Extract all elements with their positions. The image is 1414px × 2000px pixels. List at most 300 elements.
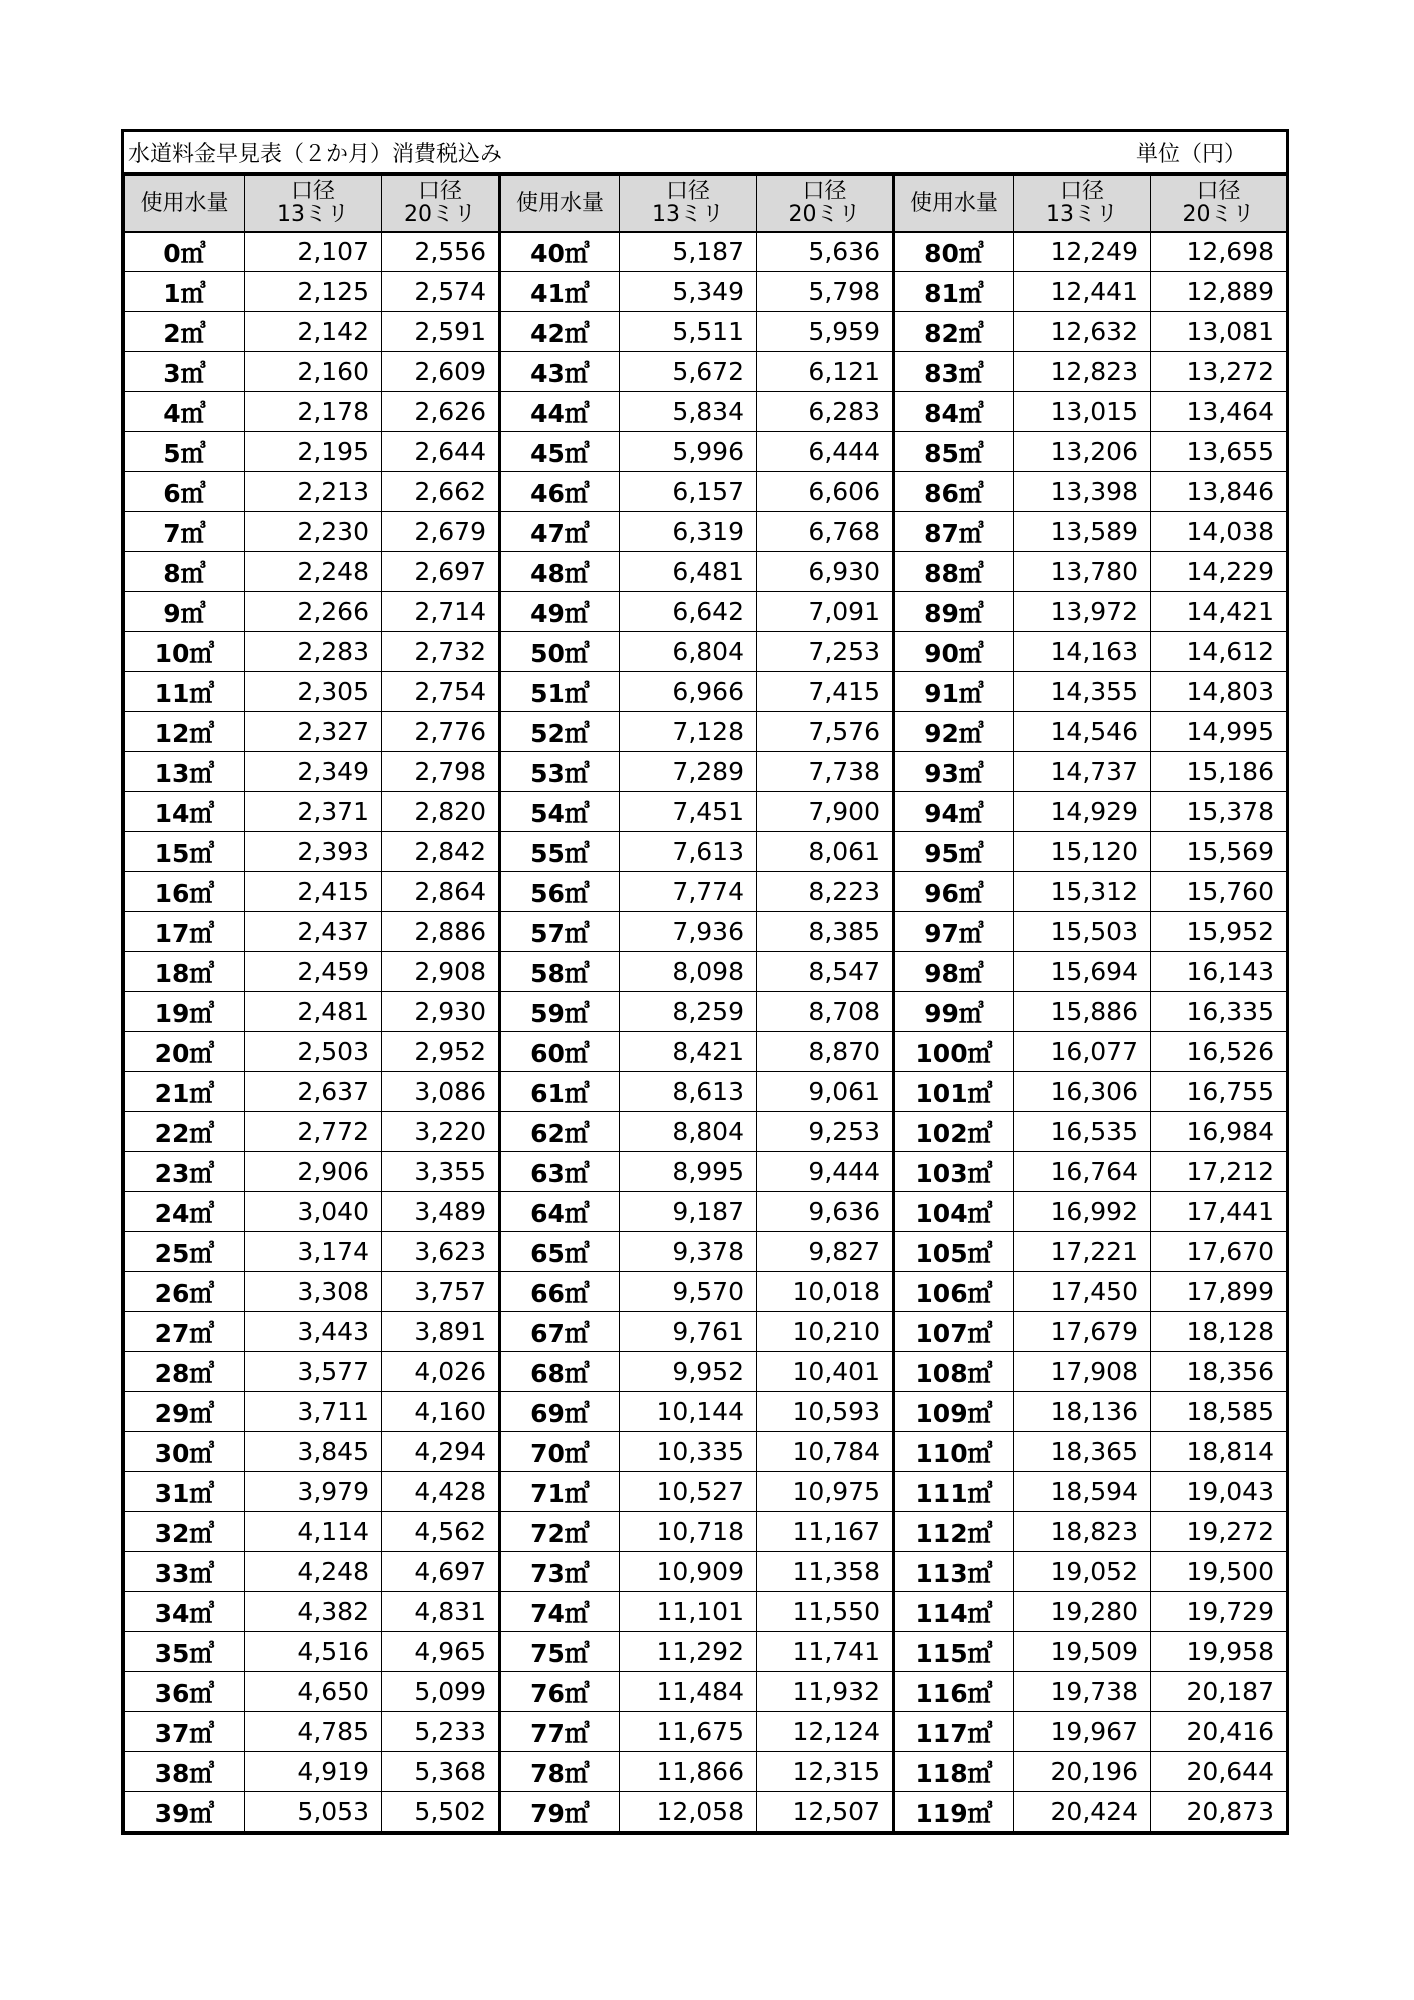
rate-13mm-cell: 2,437: [245, 912, 382, 952]
rate-20mm-cell: 4,428: [382, 1472, 500, 1512]
header-diameter-20: [1151, 176, 1287, 232]
rate-13mm-cell: 8,259: [620, 992, 757, 1032]
usage-cell: 114㎥: [894, 1592, 1014, 1632]
rate-13mm-cell: 2,371: [245, 792, 382, 832]
rate-20mm-cell: 6,283: [757, 392, 894, 432]
rate-13mm-cell: 4,114: [245, 1512, 382, 1552]
rate-20mm-cell: 9,253: [757, 1112, 894, 1152]
usage-cell: 88㎥: [894, 552, 1014, 592]
rate-20mm-cell: 19,958: [1151, 1632, 1287, 1672]
rate-13mm-cell: 12,823: [1014, 352, 1151, 392]
rate-20mm-cell: 2,820: [382, 792, 500, 832]
rate-20mm-cell: 18,585: [1151, 1392, 1287, 1432]
table-row: [125, 1792, 1287, 1832]
rate-13mm-cell: 11,866: [620, 1752, 757, 1792]
rate-13mm-cell: 2,160: [245, 352, 382, 392]
header-usage: 使用水量: [500, 176, 620, 232]
rate-13mm-cell: 13,972: [1014, 592, 1151, 632]
table-row: [125, 1072, 1287, 1112]
rate-20mm-cell: 2,609: [382, 352, 500, 392]
rate-20mm-cell: 10,593: [757, 1392, 894, 1432]
usage-cell: 86㎥: [894, 472, 1014, 512]
usage-cell: 13㎥: [125, 752, 245, 792]
table-row: [125, 392, 1287, 432]
usage-cell: 23㎥: [125, 1152, 245, 1192]
usage-cell: 12㎥: [125, 712, 245, 752]
rate-13mm-cell: 3,577: [245, 1352, 382, 1392]
rate-13mm-cell: 3,711: [245, 1392, 382, 1432]
usage-cell: 11㎥: [125, 672, 245, 712]
table-row: [125, 432, 1287, 472]
rate-13mm-cell: 18,365: [1014, 1432, 1151, 1472]
rate-20mm-cell: 2,591: [382, 312, 500, 352]
header-diameter-size: 13ミリ: [1046, 202, 1118, 228]
rate-13mm-cell: 2,305: [245, 672, 382, 712]
usage-cell: 96㎥: [894, 872, 1014, 912]
usage-cell: 75㎥: [500, 1632, 620, 1672]
rate-13mm-cell: 3,979: [245, 1472, 382, 1512]
table-row: [125, 1592, 1287, 1632]
rate-13mm-cell: 19,967: [1014, 1712, 1151, 1752]
rate-13mm-cell: 2,283: [245, 632, 382, 672]
rate-13mm-cell: 2,393: [245, 832, 382, 872]
rate-13mm-cell: 2,327: [245, 712, 382, 752]
rate-13mm-cell: 9,187: [620, 1192, 757, 1232]
rate-20mm-cell: 15,186: [1151, 752, 1287, 792]
rate-13mm-cell: 4,919: [245, 1752, 382, 1792]
rate-13mm-cell: 2,178: [245, 392, 382, 432]
rate-20mm-cell: 15,569: [1151, 832, 1287, 872]
rate-20mm-cell: 5,233: [382, 1712, 500, 1752]
rate-13mm-cell: 7,936: [620, 912, 757, 952]
table-row: [125, 1712, 1287, 1752]
usage-cell: 32㎥: [125, 1512, 245, 1552]
table-row: [125, 672, 1287, 712]
rate-20mm-cell: 16,143: [1151, 952, 1287, 992]
rate-13mm-cell: 15,503: [1014, 912, 1151, 952]
rate-20mm-cell: 6,606: [757, 472, 894, 512]
rate-20mm-cell: 8,547: [757, 952, 894, 992]
rate-13mm-cell: 13,398: [1014, 472, 1151, 512]
usage-cell: 52㎥: [500, 712, 620, 752]
usage-cell: 21㎥: [125, 1072, 245, 1112]
rate-20mm-cell: 4,294: [382, 1432, 500, 1472]
usage-cell: 87㎥: [894, 512, 1014, 552]
rate-20mm-cell: 10,210: [757, 1312, 894, 1352]
rate-13mm-cell: 5,834: [620, 392, 757, 432]
rate-20mm-cell: 2,798: [382, 752, 500, 792]
rate-13mm-cell: 6,319: [620, 512, 757, 552]
rate-13mm-cell: 2,637: [245, 1072, 382, 1112]
usage-cell: 59㎥: [500, 992, 620, 1032]
table-row: [125, 272, 1287, 312]
rate-13mm-cell: 8,421: [620, 1032, 757, 1072]
table-row: [125, 1472, 1287, 1512]
rate-20mm-cell: 7,900: [757, 792, 894, 832]
usage-cell: 94㎥: [894, 792, 1014, 832]
rate-20mm-cell: 10,975: [757, 1472, 894, 1512]
usage-cell: 104㎥: [894, 1192, 1014, 1232]
table-row: [125, 1552, 1287, 1592]
table-row: [125, 552, 1287, 592]
header-diameter-13: [1014, 176, 1151, 232]
rate-20mm-cell: 14,421: [1151, 592, 1287, 632]
usage-cell: 28㎥: [125, 1352, 245, 1392]
rate-20mm-cell: 16,526: [1151, 1032, 1287, 1072]
table-row: [125, 1672, 1287, 1712]
usage-cell: 116㎥: [894, 1672, 1014, 1712]
rate-13mm-cell: 20,196: [1014, 1752, 1151, 1792]
usage-cell: 33㎥: [125, 1552, 245, 1592]
header-diameter-size: 13ミリ: [277, 202, 349, 228]
table-row: [125, 352, 1287, 392]
rate-20mm-cell: 19,729: [1151, 1592, 1287, 1632]
rate-13mm-cell: 10,909: [620, 1552, 757, 1592]
usage-cell: 110㎥: [894, 1432, 1014, 1472]
usage-cell: 74㎥: [500, 1592, 620, 1632]
rate-20mm-cell: 7,253: [757, 632, 894, 672]
rate-13mm-cell: 12,249: [1014, 232, 1151, 272]
usage-cell: 37㎥: [125, 1712, 245, 1752]
usage-cell: 35㎥: [125, 1632, 245, 1672]
header-diameter-label: 口径: [1196, 179, 1241, 205]
usage-cell: 53㎥: [500, 752, 620, 792]
rate-13mm-cell: 15,694: [1014, 952, 1151, 992]
rate-13mm-cell: 2,125: [245, 272, 382, 312]
rate-13mm-cell: 18,136: [1014, 1392, 1151, 1432]
usage-cell: 66㎥: [500, 1272, 620, 1312]
usage-cell: 71㎥: [500, 1472, 620, 1512]
rate-13mm-cell: 9,761: [620, 1312, 757, 1352]
usage-cell: 63㎥: [500, 1152, 620, 1192]
rate-20mm-cell: 3,757: [382, 1272, 500, 1312]
rate-13mm-cell: 7,774: [620, 872, 757, 912]
usage-cell: 62㎥: [500, 1112, 620, 1152]
table-row: [125, 832, 1287, 872]
usage-cell: 83㎥: [894, 352, 1014, 392]
header-diameter-label: 口径: [1059, 179, 1104, 205]
usage-cell: 46㎥: [500, 472, 620, 512]
rate-13mm-cell: 3,845: [245, 1432, 382, 1472]
rate-20mm-cell: 20,644: [1151, 1752, 1287, 1792]
usage-cell: 6㎥: [125, 472, 245, 512]
usage-cell: 85㎥: [894, 432, 1014, 472]
header-diameter-13: [245, 176, 382, 232]
rate-13mm-cell: 7,613: [620, 832, 757, 872]
rate-20mm-cell: 2,662: [382, 472, 500, 512]
rate-13mm-cell: 12,058: [620, 1792, 757, 1832]
header-diameter-size: 20ミリ: [1182, 202, 1255, 228]
rate-20mm-cell: 8,385: [757, 912, 894, 952]
rate-20mm-cell: 9,444: [757, 1152, 894, 1192]
rate-20mm-cell: 14,038: [1151, 512, 1287, 552]
usage-cell: 118㎥: [894, 1752, 1014, 1792]
usage-cell: 0㎥: [125, 232, 245, 272]
usage-cell: 108㎥: [894, 1352, 1014, 1392]
usage-cell: 20㎥: [125, 1032, 245, 1072]
table-title: 水道料金早見表（２か月）消費税込み: [128, 141, 503, 167]
rate-13mm-cell: 2,195: [245, 432, 382, 472]
rate-20mm-cell: 17,212: [1151, 1152, 1287, 1192]
table-row: [125, 992, 1287, 1032]
table-row: [125, 1152, 1287, 1192]
table-row: [125, 1512, 1287, 1552]
usage-cell: 45㎥: [500, 432, 620, 472]
rate-20mm-cell: 6,444: [757, 432, 894, 472]
usage-cell: 41㎥: [500, 272, 620, 312]
rate-20mm-cell: 18,128: [1151, 1312, 1287, 1352]
rate-13mm-cell: 6,642: [620, 592, 757, 632]
rate-20mm-cell: 5,959: [757, 312, 894, 352]
table-row: [125, 232, 1287, 272]
header-diameter-label: 口径: [290, 179, 335, 205]
rate-20mm-cell: 2,556: [382, 232, 500, 272]
rate-20mm-cell: 12,315: [757, 1752, 894, 1792]
rate-13mm-cell: 5,996: [620, 432, 757, 472]
header-usage: 使用水量: [894, 176, 1014, 232]
table-row: [125, 952, 1287, 992]
table-row: [125, 1392, 1287, 1432]
usage-cell: 64㎥: [500, 1192, 620, 1232]
rate-13mm-cell: 2,107: [245, 232, 382, 272]
usage-cell: 81㎥: [894, 272, 1014, 312]
usage-cell: 9㎥: [125, 592, 245, 632]
table-row: [125, 1032, 1287, 1072]
rate-20mm-cell: 18,814: [1151, 1432, 1287, 1472]
rate-13mm-cell: 14,929: [1014, 792, 1151, 832]
usage-cell: 49㎥: [500, 592, 620, 632]
usage-cell: 54㎥: [500, 792, 620, 832]
usage-cell: 30㎥: [125, 1432, 245, 1472]
rate-13mm-cell: 13,780: [1014, 552, 1151, 592]
table-row: [125, 1312, 1287, 1352]
rate-20mm-cell: 9,636: [757, 1192, 894, 1232]
usage-cell: 73㎥: [500, 1552, 620, 1592]
header-diameter-label: 口径: [417, 179, 462, 205]
usage-cell: 89㎥: [894, 592, 1014, 632]
rate-13mm-cell: 17,450: [1014, 1272, 1151, 1312]
rate-20mm-cell: 8,061: [757, 832, 894, 872]
table-row: [125, 312, 1287, 352]
rate-20mm-cell: 4,831: [382, 1592, 500, 1632]
usage-cell: 79㎥: [500, 1792, 620, 1832]
rate-13mm-cell: 4,382: [245, 1592, 382, 1632]
usage-cell: 14㎥: [125, 792, 245, 832]
usage-cell: 80㎥: [894, 232, 1014, 272]
table-row: [125, 632, 1287, 672]
usage-cell: 93㎥: [894, 752, 1014, 792]
rate-13mm-cell: 9,570: [620, 1272, 757, 1312]
rate-20mm-cell: 19,043: [1151, 1472, 1287, 1512]
rate-20mm-cell: 5,502: [382, 1792, 500, 1832]
rate-13mm-cell: 10,335: [620, 1432, 757, 1472]
rate-13mm-cell: 2,142: [245, 312, 382, 352]
rate-13mm-cell: 8,613: [620, 1072, 757, 1112]
rate-20mm-cell: 11,741: [757, 1632, 894, 1672]
usage-cell: 22㎥: [125, 1112, 245, 1152]
usage-cell: 16㎥: [125, 872, 245, 912]
rate-20mm-cell: 7,091: [757, 592, 894, 632]
rate-20mm-cell: 9,827: [757, 1232, 894, 1272]
rate-20mm-cell: 7,576: [757, 712, 894, 752]
header-diameter-label: 口径: [802, 179, 847, 205]
usage-cell: 69㎥: [500, 1392, 620, 1432]
rate-13mm-cell: 20,424: [1014, 1792, 1151, 1832]
rate-13mm-cell: 17,221: [1014, 1232, 1151, 1272]
rate-13mm-cell: 2,213: [245, 472, 382, 512]
usage-cell: 3㎥: [125, 352, 245, 392]
rate-20mm-cell: 2,842: [382, 832, 500, 872]
rate-20mm-cell: 11,932: [757, 1672, 894, 1712]
usage-cell: 56㎥: [500, 872, 620, 912]
rate-13mm-cell: 5,053: [245, 1792, 382, 1832]
rate-13mm-cell: 12,441: [1014, 272, 1151, 312]
table-row: [125, 1272, 1287, 1312]
rate-20mm-cell: 2,864: [382, 872, 500, 912]
rate-13mm-cell: 3,040: [245, 1192, 382, 1232]
usage-cell: 43㎥: [500, 352, 620, 392]
rate-20mm-cell: 2,697: [382, 552, 500, 592]
rate-20mm-cell: 5,798: [757, 272, 894, 312]
rate-13mm-cell: 10,718: [620, 1512, 757, 1552]
header-diameter-label: 口径: [665, 179, 710, 205]
usage-cell: 18㎥: [125, 952, 245, 992]
rate-13mm-cell: 2,459: [245, 952, 382, 992]
rate-20mm-cell: 16,335: [1151, 992, 1287, 1032]
rate-13mm-cell: 4,650: [245, 1672, 382, 1712]
rate-20mm-cell: 3,623: [382, 1232, 500, 1272]
usage-cell: 106㎥: [894, 1272, 1014, 1312]
rate-20mm-cell: 11,550: [757, 1592, 894, 1632]
usage-cell: 119㎥: [894, 1792, 1014, 1832]
usage-cell: 40㎥: [500, 232, 620, 272]
rate-13mm-cell: 3,443: [245, 1312, 382, 1352]
rate-table: [124, 175, 1287, 1832]
rate-13mm-cell: 3,308: [245, 1272, 382, 1312]
usage-cell: 101㎥: [894, 1072, 1014, 1112]
rate-20mm-cell: 2,626: [382, 392, 500, 432]
rate-13mm-cell: 3,174: [245, 1232, 382, 1272]
rate-13mm-cell: 19,280: [1014, 1592, 1151, 1632]
rate-20mm-cell: 3,220: [382, 1112, 500, 1152]
usage-cell: 60㎥: [500, 1032, 620, 1072]
table-row: [125, 1632, 1287, 1672]
usage-cell: 44㎥: [500, 392, 620, 432]
rate-20mm-cell: 10,401: [757, 1352, 894, 1392]
usage-cell: 102㎥: [894, 1112, 1014, 1152]
usage-cell: 15㎥: [125, 832, 245, 872]
usage-cell: 42㎥: [500, 312, 620, 352]
rate-20mm-cell: 3,489: [382, 1192, 500, 1232]
rate-20mm-cell: 3,355: [382, 1152, 500, 1192]
usage-cell: 50㎥: [500, 632, 620, 672]
usage-cell: 17㎥: [125, 912, 245, 952]
rate-20mm-cell: 12,124: [757, 1712, 894, 1752]
rate-20mm-cell: 19,272: [1151, 1512, 1287, 1552]
rate-20mm-cell: 5,368: [382, 1752, 500, 1792]
rate-13mm-cell: 7,128: [620, 712, 757, 752]
rate-13mm-cell: 2,772: [245, 1112, 382, 1152]
usage-cell: 65㎥: [500, 1232, 620, 1272]
rate-20mm-cell: 6,121: [757, 352, 894, 392]
usage-cell: 24㎥: [125, 1192, 245, 1232]
rate-20mm-cell: 2,732: [382, 632, 500, 672]
rate-20mm-cell: 2,644: [382, 432, 500, 472]
rate-13mm-cell: 19,052: [1014, 1552, 1151, 1592]
rate-13mm-cell: 16,535: [1014, 1112, 1151, 1152]
header-diameter-size: 20ミリ: [404, 202, 476, 228]
rate-20mm-cell: 20,873: [1151, 1792, 1287, 1832]
rate-13mm-cell: 14,355: [1014, 672, 1151, 712]
usage-cell: 34㎥: [125, 1592, 245, 1632]
rate-20mm-cell: 16,984: [1151, 1112, 1287, 1152]
rate-13mm-cell: 2,230: [245, 512, 382, 552]
rate-20mm-cell: 14,612: [1151, 632, 1287, 672]
rate-20mm-cell: 13,464: [1151, 392, 1287, 432]
table-row: [125, 592, 1287, 632]
rate-13mm-cell: 9,952: [620, 1352, 757, 1392]
rate-20mm-cell: 2,908: [382, 952, 500, 992]
usage-cell: 76㎥: [500, 1672, 620, 1712]
rate-13mm-cell: 19,738: [1014, 1672, 1151, 1712]
rate-20mm-cell: 12,889: [1151, 272, 1287, 312]
rate-20mm-cell: 2,930: [382, 992, 500, 1032]
usage-cell: 38㎥: [125, 1752, 245, 1792]
usage-cell: 7㎥: [125, 512, 245, 552]
rate-20mm-cell: 3,891: [382, 1312, 500, 1352]
rate-20mm-cell: 14,995: [1151, 712, 1287, 752]
table-row: [125, 1352, 1287, 1392]
usage-cell: 55㎥: [500, 832, 620, 872]
usage-cell: 98㎥: [894, 952, 1014, 992]
rate-13mm-cell: 16,306: [1014, 1072, 1151, 1112]
usage-cell: 105㎥: [894, 1232, 1014, 1272]
rate-20mm-cell: 10,018: [757, 1272, 894, 1312]
usage-cell: 70㎥: [500, 1432, 620, 1472]
usage-cell: 95㎥: [894, 832, 1014, 872]
rate-13mm-cell: 2,503: [245, 1032, 382, 1072]
rate-20mm-cell: 15,378: [1151, 792, 1287, 832]
rate-13mm-cell: 11,484: [620, 1672, 757, 1712]
rate-13mm-cell: 14,737: [1014, 752, 1151, 792]
usage-cell: 111㎥: [894, 1472, 1014, 1512]
usage-cell: 1㎥: [125, 272, 245, 312]
table-row: [125, 872, 1287, 912]
rate-20mm-cell: 17,441: [1151, 1192, 1287, 1232]
rate-13mm-cell: 16,764: [1014, 1152, 1151, 1192]
usage-cell: 51㎥: [500, 672, 620, 712]
usage-cell: 112㎥: [894, 1512, 1014, 1552]
header-usage: 使用水量: [125, 176, 245, 232]
table-body: [125, 232, 1287, 1832]
rate-20mm-cell: 4,160: [382, 1392, 500, 1432]
rate-20mm-cell: 4,026: [382, 1352, 500, 1392]
usage-cell: 19㎥: [125, 992, 245, 1032]
usage-cell: 26㎥: [125, 1272, 245, 1312]
rate-20mm-cell: 11,167: [757, 1512, 894, 1552]
table-row: [125, 1752, 1287, 1792]
usage-cell: 39㎥: [125, 1792, 245, 1832]
usage-cell: 67㎥: [500, 1312, 620, 1352]
rate-20mm-cell: 12,507: [757, 1792, 894, 1832]
rate-20mm-cell: 12,698: [1151, 232, 1287, 272]
header-diameter-13: [620, 176, 757, 232]
header-diameter-size: 13ミリ: [652, 202, 724, 228]
rate-20mm-cell: 14,229: [1151, 552, 1287, 592]
usage-cell: 57㎥: [500, 912, 620, 952]
rate-13mm-cell: 9,378: [620, 1232, 757, 1272]
usage-cell: 48㎥: [500, 552, 620, 592]
